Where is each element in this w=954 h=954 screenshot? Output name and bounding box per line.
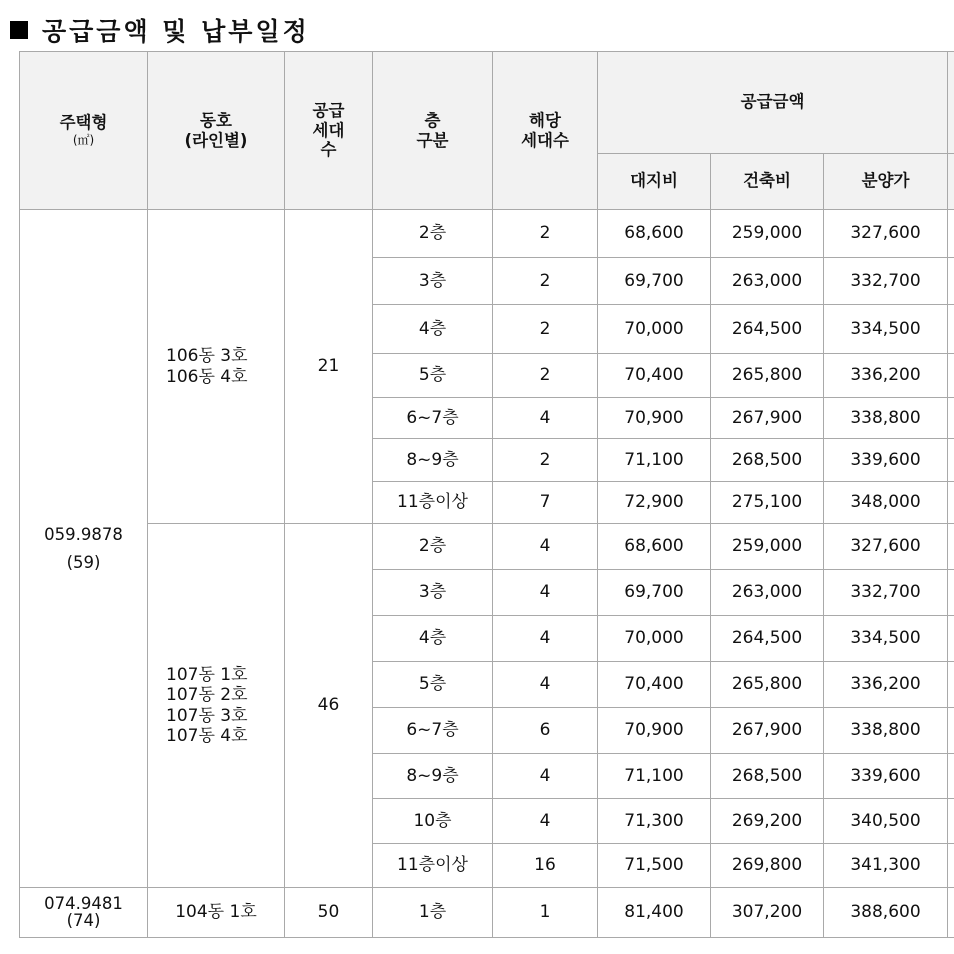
edge-cell — [948, 210, 954, 258]
header-housing-type-label: 주택형 — [59, 113, 108, 133]
header-housing-type — [20, 52, 148, 210]
sale-price-cell: 332,700 — [824, 258, 948, 305]
building-cost-cell: 268,500 — [711, 439, 824, 482]
units-cell: 4 — [493, 524, 598, 570]
sale-price-cell: 340,500 — [824, 799, 948, 844]
edge-cell — [948, 482, 954, 524]
header-sale-price: 분양가 — [824, 153, 948, 209]
sale-price-cell: 339,600 — [824, 754, 948, 799]
floor-cell: 5층 — [373, 662, 493, 708]
edge-cell — [948, 305, 954, 354]
table-row — [20, 524, 954, 570]
land-cost-cell: 68,600 — [598, 524, 711, 570]
section-title — [10, 12, 310, 48]
units-cell: 2 — [493, 439, 598, 482]
building-cost-cell: 264,500 — [711, 305, 824, 354]
land-cost-cell: 71,500 — [598, 844, 711, 888]
building-cost-cell: 265,800 — [711, 354, 824, 398]
header-building-cost: 건축비 — [711, 153, 824, 209]
building-cost-cell: 268,500 — [711, 754, 824, 799]
units-cell: 2 — [493, 258, 598, 305]
units-cell: 1 — [493, 888, 598, 938]
sale-price-cell: 327,600 — [824, 524, 948, 570]
land-cost-cell: 70,000 — [598, 616, 711, 662]
header-supply-amount: 공급금액 — [598, 52, 948, 154]
units-cell: 2 — [493, 354, 598, 398]
header-units — [493, 52, 598, 210]
edge-cell — [948, 844, 954, 888]
floor-cell: 6~7층 — [373, 398, 493, 439]
building-cost-cell: 267,900 — [711, 708, 824, 754]
floor-cell: 3층 — [373, 570, 493, 616]
header-edge-cell — [948, 153, 954, 209]
units-cell: 4 — [493, 570, 598, 616]
land-cost-cell: 71,100 — [598, 439, 711, 482]
units-cell: 4 — [493, 616, 598, 662]
land-cost-cell: 69,700 — [598, 258, 711, 305]
land-cost-cell: 68,600 — [598, 210, 711, 258]
supply-units-cell: 46 — [285, 524, 373, 888]
header-units-line1: 해당 — [529, 110, 561, 130]
header-units-line2: 세대수 — [521, 130, 569, 150]
building-cost-cell: 263,000 — [711, 570, 824, 616]
table-row — [20, 888, 954, 938]
edge-cell — [948, 570, 954, 616]
building-cost-cell: 264,500 — [711, 616, 824, 662]
building-cost-cell: 275,100 — [711, 482, 824, 524]
land-cost-cell: 72,900 — [598, 482, 711, 524]
supply-price-table — [19, 51, 954, 938]
housing-type-cell — [20, 888, 148, 938]
header-supply-units — [285, 52, 373, 210]
header-supply-line1: 공급 — [312, 100, 345, 120]
floor-cell: 8~9층 — [373, 439, 493, 482]
edge-cell — [948, 258, 954, 305]
units-cell: 2 — [493, 305, 598, 354]
floor-cell: 4층 — [373, 616, 493, 662]
building-cost-cell: 259,000 — [711, 524, 824, 570]
building-cost-cell: 269,200 — [711, 799, 824, 844]
land-cost-cell: 70,900 — [598, 708, 711, 754]
edge-cell — [948, 799, 954, 844]
housing-type-value: 059.9878 — [44, 524, 123, 544]
building-cost-cell: 259,000 — [711, 210, 824, 258]
header-floor-line2: 구분 — [416, 130, 449, 150]
floor-cell: 11층이상 — [373, 482, 493, 524]
dong-ho-cell: 104동 1호 — [148, 888, 285, 938]
housing-type-cell — [20, 210, 148, 888]
sale-price-cell: 327,600 — [824, 210, 948, 258]
land-cost-cell: 81,400 — [598, 888, 711, 938]
edge-cell — [948, 439, 954, 482]
building-cost-cell: 265,800 — [711, 662, 824, 708]
section-title-text: 공급금액 및 납부일정 — [42, 17, 310, 46]
land-cost-cell: 69,700 — [598, 570, 711, 616]
floor-cell: 11층이상 — [373, 844, 493, 888]
land-cost-cell: 70,000 — [598, 305, 711, 354]
units-cell: 7 — [493, 482, 598, 524]
floor-cell: 10층 — [373, 799, 493, 844]
floor-cell: 3층 — [373, 258, 493, 305]
housing-type-value: 074.9481 — [44, 894, 123, 913]
land-cost-cell: 71,100 — [598, 754, 711, 799]
edge-cell — [948, 524, 954, 570]
floor-cell: 5층 — [373, 354, 493, 398]
header-edge-cell — [948, 52, 954, 154]
land-cost-cell: 70,400 — [598, 354, 711, 398]
edge-cell — [948, 754, 954, 799]
housing-type-area: (74) — [66, 910, 101, 930]
units-cell: 4 — [493, 754, 598, 799]
floor-cell: 8~9층 — [373, 754, 493, 799]
sale-price-cell: 334,500 — [824, 305, 948, 354]
building-cost-cell: 267,900 — [711, 398, 824, 439]
edge-cell — [948, 888, 954, 938]
sale-price-cell: 338,800 — [824, 708, 948, 754]
header-dong-ho — [148, 52, 285, 210]
units-cell: 2 — [493, 210, 598, 258]
table-row — [20, 210, 954, 258]
edge-cell — [948, 354, 954, 398]
supply-units-cell: 50 — [285, 888, 373, 938]
land-cost-cell: 71,300 — [598, 799, 711, 844]
floor-cell: 2층 — [373, 210, 493, 258]
housing-type-area: (59) — [66, 552, 101, 572]
header-dong-ho-sub: (라인별) — [184, 130, 248, 150]
header-supply-line3: 수 — [320, 140, 337, 160]
header-supply-line2: 세대 — [312, 120, 345, 140]
square-bullet-icon — [10, 21, 28, 39]
units-cell: 4 — [493, 398, 598, 439]
supply-units-cell: 21 — [285, 210, 373, 524]
floor-cell: 2층 — [373, 524, 493, 570]
floor-cell: 6~7층 — [373, 708, 493, 754]
sale-price-cell: 338,800 — [824, 398, 948, 439]
building-cost-cell: 307,200 — [711, 888, 824, 938]
header-dong-ho-label: 동호 — [200, 110, 232, 130]
sale-price-cell: 334,500 — [824, 616, 948, 662]
sale-price-cell: 348,000 — [824, 482, 948, 524]
dong-ho-cell: 106동 3호 106동 4호 — [148, 210, 285, 524]
units-cell: 6 — [493, 708, 598, 754]
header-land-cost: 대지비 — [598, 153, 711, 209]
header-floor — [373, 52, 493, 210]
sale-price-cell: 339,600 — [824, 439, 948, 482]
header-floor-line1: 층 — [424, 110, 441, 130]
edge-cell — [948, 662, 954, 708]
units-cell: 16 — [493, 844, 598, 888]
edge-cell — [948, 398, 954, 439]
building-cost-cell: 263,000 — [711, 258, 824, 305]
units-cell: 4 — [493, 799, 598, 844]
land-cost-cell: 70,400 — [598, 662, 711, 708]
header-housing-type-unit: (㎡) — [72, 133, 95, 148]
land-cost-cell: 70,900 — [598, 398, 711, 439]
building-cost-cell: 269,800 — [711, 844, 824, 888]
floor-cell: 4층 — [373, 305, 493, 354]
sale-price-cell: 332,700 — [824, 570, 948, 616]
sale-price-cell: 388,600 — [824, 888, 948, 938]
units-cell: 4 — [493, 662, 598, 708]
sale-price-cell: 341,300 — [824, 844, 948, 888]
sale-price-cell: 336,200 — [824, 354, 948, 398]
dong-ho-cell: 107동 1호 107동 2호 107동 3호 107동 4호 — [148, 524, 285, 888]
floor-cell: 1층 — [373, 888, 493, 938]
edge-cell — [948, 708, 954, 754]
edge-cell — [948, 616, 954, 662]
sale-price-cell: 336,200 — [824, 662, 948, 708]
